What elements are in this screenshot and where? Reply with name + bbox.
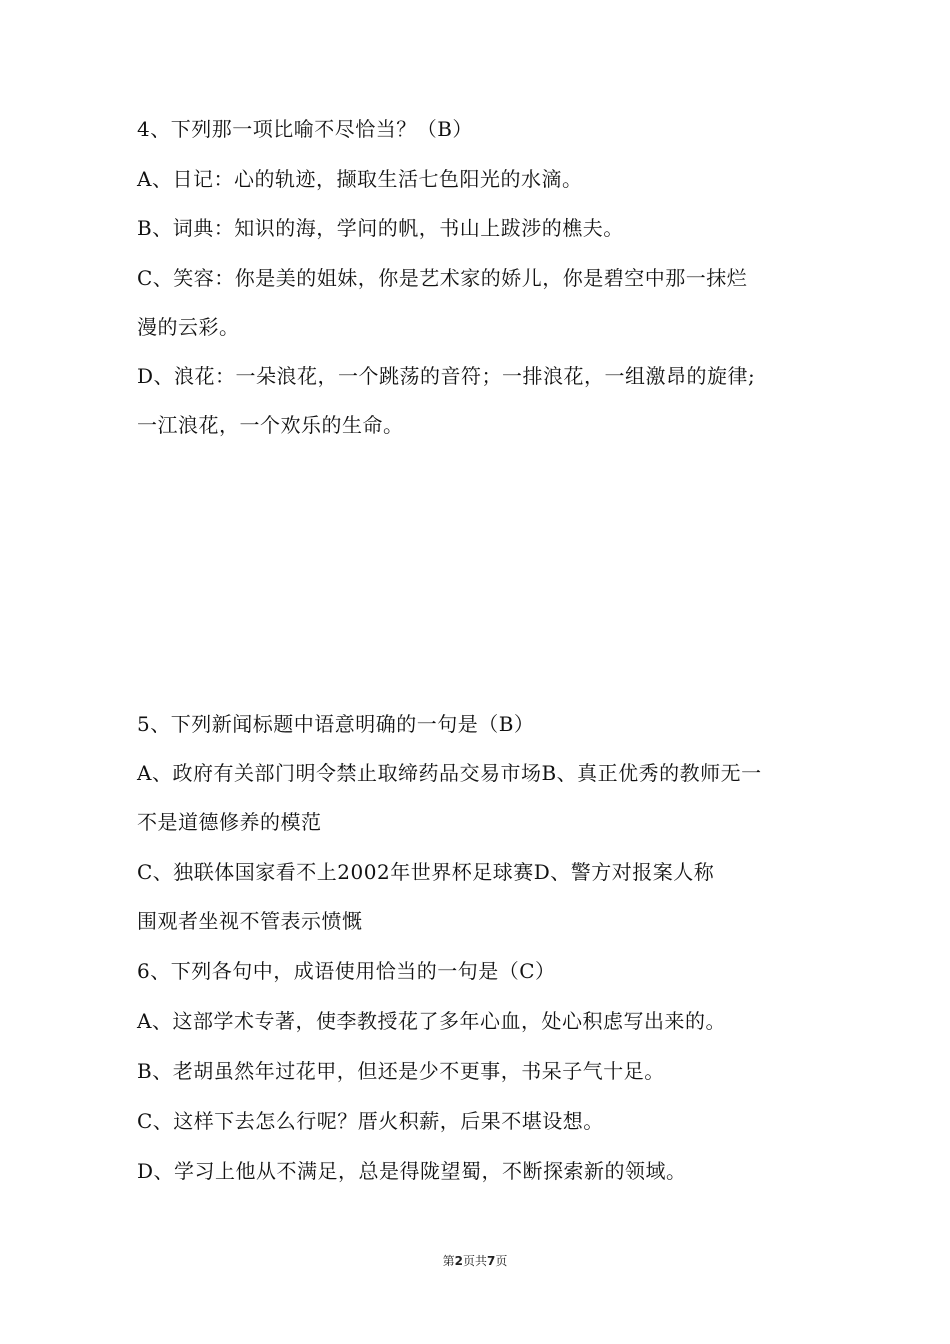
footer-prefix: 第	[442, 1254, 455, 1268]
page-footer	[0, 1252, 950, 1269]
q5-options-cd-line2: 围观者坐视不管表示愤慨	[137, 909, 363, 933]
q5-question: 5、下列新闻标题中语意明确的一句是（B）	[137, 712, 535, 736]
footer-total-pages: 7	[487, 1254, 496, 1268]
q4-option-b: B、词典：知识的海，学问的帆，书山上跋涉的樵夫。	[137, 216, 624, 240]
footer-suffix: 页	[495, 1254, 508, 1268]
q6-option-a: A、这部学术专著，使李教授花了多年心血，处心积虑写出来的。	[137, 1009, 726, 1033]
q4-question: 4、下列那一项比喻不尽恰当？（B）	[137, 117, 473, 141]
q6-question: 6、下列各句中，成语使用恰当的一句是（C）	[137, 959, 556, 983]
footer-middle: 页共	[462, 1254, 487, 1268]
q5-options-ab-line1: A、政府有关部门明令禁止取缔药品交易市场B、真正优秀的教师无一	[137, 761, 762, 785]
footer-page-number: 2	[454, 1254, 463, 1268]
q4-option-c-line1: C、笑容：你是美的姐妹，你是艺术家的娇儿，你是碧空中那一抹烂	[137, 266, 748, 290]
q6-option-b: B、老胡虽然年过花甲，但还是少不更事，书呆子气十足。	[137, 1059, 665, 1083]
q5-options-cd-line1: C、独联体国家看不上2002年世界杯足球赛D、警方对报案人称	[137, 860, 715, 884]
q6-option-c: C、这样下去怎么行呢？厝火积薪，后果不堪设想。	[137, 1109, 604, 1133]
q5-options-ab-line2: 不是道德修养的模范	[137, 810, 322, 834]
q4-option-c-line2: 漫的云彩。	[137, 315, 240, 339]
q4-option-a: A、日记：心的轨迹，撷取生活七色阳光的水滴。	[137, 167, 583, 191]
q4-option-d-line1: D、浪花：一朵浪花，一个跳荡的音符；一排浪花，一组激昂的旋律;	[137, 364, 756, 388]
q6-option-d: D、学习上他从不满足，总是得陇望蜀，不断探索新的领域。	[137, 1159, 687, 1183]
q4-option-d-line2: 一江浪花，一个欢乐的生命。	[137, 413, 404, 437]
